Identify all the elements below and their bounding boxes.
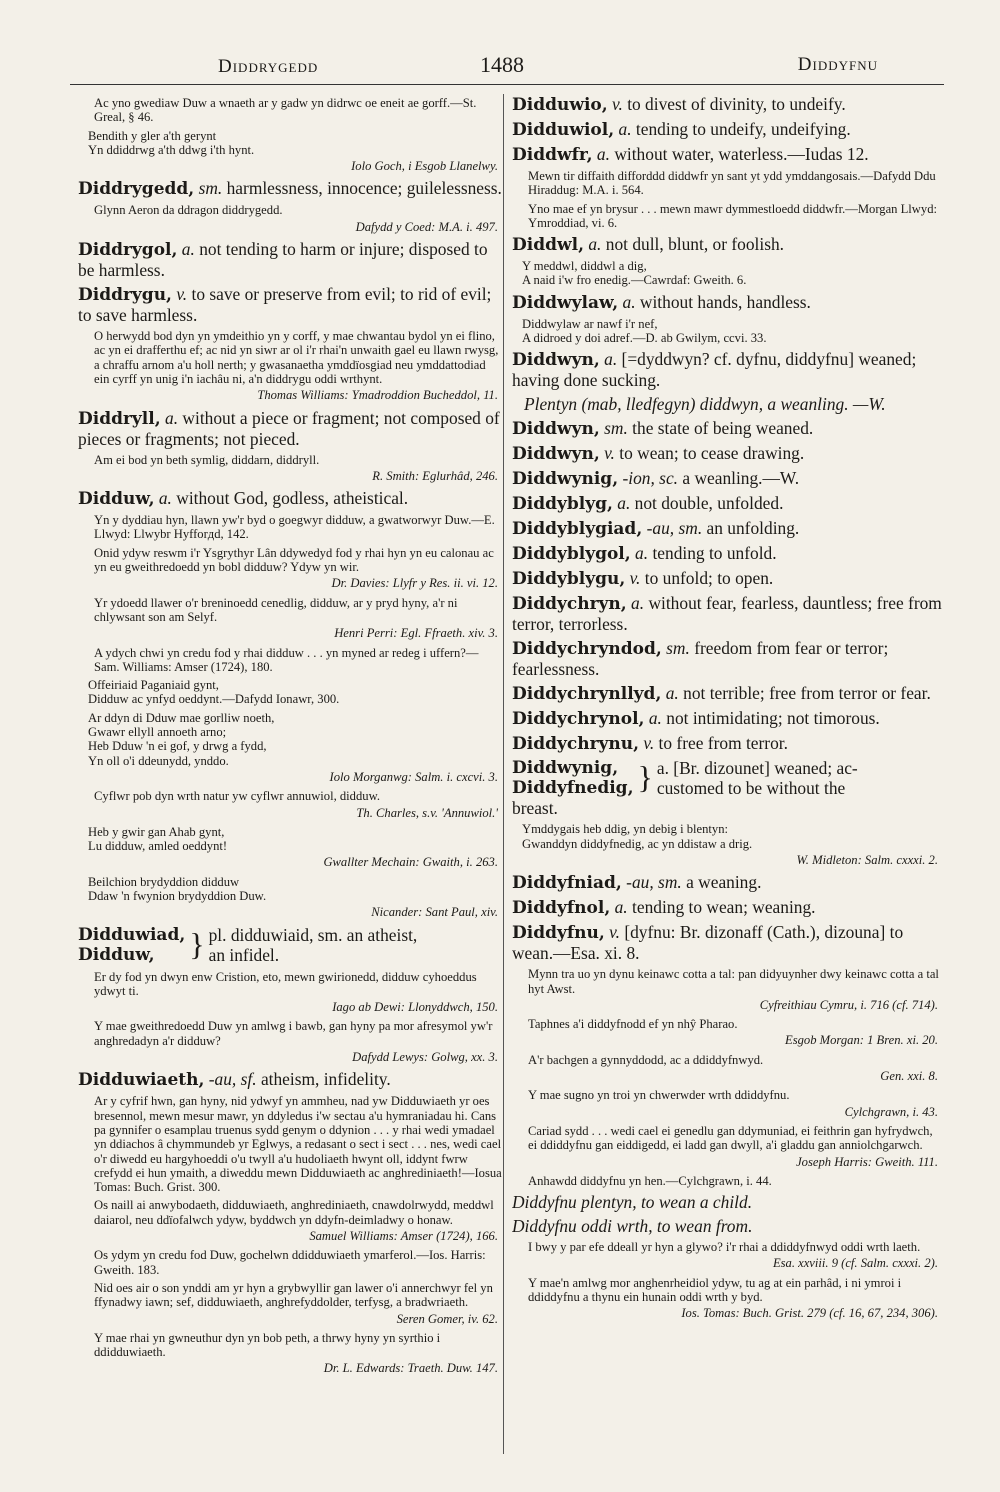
dictionary-entry [512, 418, 942, 439]
definition: not dull, blunt, or foolish. [605, 234, 785, 255]
quotation: Taphnes a'i diddyfnodd ef yn nhŷ Pharao. [528, 1017, 738, 1032]
quotation-line: Didduw ac ynfyd oeddynt.—Dafydd Ionawr, 300. [88, 692, 340, 707]
definition: without God, godless, atheistical. [176, 488, 409, 509]
headword: Didduwiad, [78, 924, 186, 945]
definition: without a piece or fragment; not composed of pieces or fragments; not pieced. [78, 407, 500, 449]
definition: tending to unfold. [652, 543, 777, 564]
part-of-speech: sm. [666, 638, 690, 659]
dictionary-entry [78, 178, 502, 199]
citation-source: Dafydd y Coed: M.A. i. 497. [355, 219, 498, 234]
quotation: Os naill ai anwybodaeth, didduwiaeth, anghrediniaeth, cnawdolrwydd, meddwl daiarol, neu ddïofalwch ydyw, byddwch yn ddyfn-deimladwy o honaw. [94, 1198, 494, 1227]
headword: Diddwylaw, [512, 292, 619, 313]
dictionary-entry [512, 543, 942, 564]
quotation: Mewn tir diffaith difforddd diddwfr yn sant yt ydd ymddangosais.—Dafydd Ddu Hiraddug: M.A. i. 564. [528, 169, 936, 198]
quotation-line: Gwanddyn diddyfnedig, ac yn ddistaw a drig. [522, 836, 753, 851]
quotation-line: Ddaw 'n fwynion brydyddion Duw. [88, 888, 267, 903]
quotation: Yn y dyddiau hyn, llawn yw'r byd o goegwyr didduw, a gwatworwyr Duw.—E. Llwyd: Llwybr Hyfforдd, 142. [94, 513, 495, 542]
part-of-speech: a. [631, 593, 645, 614]
headword: Diddrygedd, [78, 179, 195, 200]
quotation: Nid oes air o son ynddi am yr hyn a grybwyllir gan lawer o'i annerchwyr fel yn ffynadwy iawn; sef, didduwiaeth, anghrefyddolder, terfysg, a bradwriaeth. [94, 1280, 493, 1310]
dictionary-entry [512, 518, 942, 539]
headword: Diddyblyg, [512, 494, 613, 515]
headword: Diddrygol, [78, 240, 178, 261]
part-of-speech: a. [617, 493, 631, 514]
headword: Diddwynig, [512, 469, 619, 490]
headword: Diddyfnedig, [512, 778, 634, 799]
part-of-speech: a. [604, 349, 618, 370]
dictionary-entry [512, 922, 942, 963]
citation-source: Seren Gomer, iv. 62. [396, 1311, 498, 1326]
definition: [dyfnu: Br. dizonaff (Cath.), dizouna] to wean.—Esa. xi. 8. [512, 922, 904, 964]
headword: Diddwfr, [512, 145, 593, 165]
citation-source: W. Midleton: Salm. cxxxi. 2. [796, 852, 938, 867]
part-of-speech: sm. [604, 418, 628, 439]
part-of-speech: -au, sm. [626, 872, 682, 893]
columns [70, 94, 944, 1468]
dictionary-entry [512, 119, 942, 140]
part-of-speech: a. [614, 897, 628, 918]
headword: Diddyblygol, [512, 544, 631, 565]
citation-source: Henri Perri: Egl. Ffraeth. xiv. 3. [334, 626, 498, 641]
definition-line: a. [Br. dizounet] weaned; ac- [656, 758, 858, 779]
headword: Diddwyn, [512, 444, 600, 465]
quotation: Yno mae ef yn brysur . . . mewn mawr dymmestloedd diddwfr.—Morgan Llwyd: Ymroddiad, vi. 6. [528, 201, 937, 230]
headword: Diddyblygu, [512, 569, 626, 590]
header-right-guideword: Diddyfnu [797, 54, 878, 75]
part-of-speech: v. [176, 284, 188, 305]
headword-pair [512, 758, 634, 798]
dictionary-entry [78, 488, 502, 509]
definition: to free from terror. [658, 733, 788, 754]
quotation-line: Yn ddiddrwg a'th ddwg i'th hynt. [88, 142, 255, 157]
citation-source: Gen. xxi. 8. [880, 1069, 938, 1084]
headword: Diddyfnol, [512, 898, 611, 919]
dictionary-entry [512, 683, 942, 704]
part-of-speech: a. [618, 119, 632, 139]
quotation: Yr ydoedd llawer o'r breninoedd cenedlig, didduw, ar y pryd hyny, a'r ni chlywsant son am Selyf. [94, 595, 458, 624]
quotation: O herwydd bod dyn yn ymdeithio yn y corff, y mae chwantau bydol yn ei flino, ac yn ei drafferthu ef; ac nid yn siwr ar ol i'r rhai'n unwaith gael eu llawn rwysg, a chraffu arnom a'u holl nerth; y gwasanaetha ymddïosgiad neu ymddattodiad ein cyrff yn unig i'n iachâu ni, a'n diddrygu oddi wrthynt. [94, 329, 499, 386]
quotation: Mynn tra uo yn dynu keinawc cotta a tal: pan didyuynher dwy keinawc cotta a tal hyt Awst. [528, 967, 939, 996]
definition: a weaning. [686, 872, 762, 893]
quotation-line: Diddwylaw ar nawf i'r nef, [522, 316, 658, 331]
quotation-line: Beilchion brydyddion didduw [88, 874, 240, 889]
part-of-speech: a. [635, 543, 649, 564]
quotation: Os ydym yn credu fod Duw, gochelwn ddidduwiaeth ymarferol.—Ios. Harris: Gweith. 183. [94, 1248, 486, 1277]
citation-source: Esgob Morgan: 1 Bren. xi. 20. [785, 1033, 938, 1048]
definition: not intimidating; not timorous. [666, 708, 880, 729]
part-of-speech: sm. [198, 178, 223, 199]
headword: Diddwynig, [512, 758, 619, 779]
quotation: Anhawdd diddyfnu yn hen.—Cylchgrawn, i. 44. [528, 1173, 772, 1188]
quotation: Ar y cyfrif hwn, gan hyny, nid ydwyf yn ammheu, nad yw Didduwiaeth yr oes bresennol, mewn mesur mawr, yn ddyledus i'w sectau a'u hymraniadau hi. Cans pa gynnifer o esamplau truenus sydd genym o ddynion . . . y rhai wedi ymadael yn ddiachos â chymmundeb yr Eglwys, a redasant o sect i sect . . . nes, wedi cael o'r diwedd eu hargyhoeddi o'u twyll a'u hudoliaeth hwynt oll, iddynt fwrw crefydd ei hun ymaith, a diweddu mewn Didduwiaeth ac anghrediniaeth!—Iosua Tomas: Buch. Grist. 300. [94, 1094, 502, 1195]
definition [209, 925, 418, 965]
part-of-speech: a. [165, 407, 179, 428]
headword: Diddychryndod, [512, 639, 662, 660]
definition: to save or preserve from evil; to rid of evil; to save harmless. [78, 284, 492, 326]
phrase-entry: Diddyfnu oddi wrth, to wean from. [512, 1216, 753, 1237]
quotation: A'r bachgen a gynnyddodd, ac a ddiddyfnwyd. [528, 1052, 764, 1067]
citation-source: Cyfreithiau Cymru, i. 716 (cf. 714). [759, 997, 938, 1012]
quotation-line: Ymddygais heb ddig, yn debig i blentyn: [522, 822, 729, 837]
definition: freedom from fear or terror; fearlessness. [512, 638, 889, 680]
definition-line: pl. didduwiaid, sm. an atheist, [208, 924, 418, 945]
definition: tending to wean; weaning. [632, 897, 816, 918]
citation-source: Samuel Williams: Amser (1724), 166. [309, 1229, 498, 1244]
quotation: Cyflwr pob dyn wrth natur yw cyflwr annuwiol, didduw. [94, 789, 380, 804]
dictionary-entry [512, 443, 942, 464]
dictionary-entry [512, 568, 942, 589]
headword: Diddyfnu, [512, 923, 605, 944]
quotation-line: A naid i'w fro enedig.—Cawrdaf: Gweith. 6. [522, 273, 747, 288]
definition: a weanling.—W. [682, 468, 800, 489]
quotation: Glynn Aeron da ddragon diddrygedd. [94, 203, 283, 218]
quotation: Y mae sugno yn troi yn chwerwder wrth ddiddyfnu. [528, 1088, 790, 1103]
header-rule [70, 84, 944, 85]
part-of-speech: -ion, sc. [622, 468, 679, 489]
definition: not double, unfolded. [634, 493, 784, 514]
header-left-guideword: Diddrygedd [218, 56, 319, 77]
definition: tending to undeify, undeifying. [635, 119, 851, 139]
citation-source: Gwallter Mechain: Gwaith, i. 263. [323, 855, 498, 870]
quotation-line: Heb Dduw 'n ei gof, y drwg a fydd, [88, 739, 267, 754]
quotation-line: Y meddwl, diddwl a dig, [522, 259, 647, 274]
quotation-line: Offeiriaid Paganiaid gynt, [88, 678, 219, 693]
brace-glyph: } [637, 759, 653, 796]
part-of-speech: v. [629, 568, 641, 589]
quotation-line: Gwawr ellyll annoeth arno; [88, 725, 227, 740]
quotation: Onid ydyw reswm i'r Ysgrythyr Lân ddywedyd fod y rhai hyn yn eu calonau ac yn eu gweithredoedd yn bobl didduw? Ydyw yn wir. [94, 545, 494, 575]
citation-source: Nicander: Sant Paul, xiv. [371, 905, 498, 920]
headword: Diddychrynol, [512, 709, 645, 730]
citation-source: Thomas Williams: Ymadroddion Bucheddol, 11. [257, 388, 498, 403]
quotation-line: Lu didduw, amled oeddynt! [88, 839, 228, 854]
headword-pair [78, 925, 185, 965]
headword: Diddwyn, [512, 350, 600, 371]
headword: Diddychrynu, [512, 734, 640, 755]
dictionary-entry [512, 349, 942, 390]
definition: without hands, handless. [639, 291, 811, 312]
part-of-speech: a. [665, 683, 679, 704]
citation-source: Dafydd Lewys: Golwg, xx. 3. [352, 1050, 498, 1065]
part-of-speech: a. [648, 708, 662, 729]
citation-source: Cylchgrawn, i. 43. [844, 1104, 938, 1119]
column-divider [503, 94, 504, 1454]
part-of-speech: a. [158, 488, 172, 509]
dictionary-entry [512, 493, 942, 514]
quotation: Y mae'n amlwg mor anghenrheidiol ydyw, tu ag at ein parhâd, i ni ymroi i ddiddyfnu a thynu ein hunain oddi wrth y byd. [528, 1275, 902, 1305]
definition: without fear, fearless, dauntless; free from terror, terrorless. [512, 593, 942, 635]
quotation: Ac yno gwediaw Duw a wnaeth ar y gadw yn didrwc oe eneit ae gorff.—St. Greal, § 46. [94, 96, 477, 125]
part-of-speech: a. [622, 291, 636, 312]
dictionary-entry [512, 144, 942, 165]
brace-glyph: } [189, 925, 205, 962]
headword: Diddrygu, [78, 285, 172, 306]
quotation: Am ei bod yn beth symlig, diddarn, diddryll. [94, 452, 320, 467]
part-of-speech: a. [596, 144, 610, 164]
headword: Diddryll, [78, 408, 161, 429]
citation-source: Joseph Harris: Gweith. 111. [796, 1154, 938, 1169]
definition-line: breast. [512, 798, 558, 819]
headword: Didduwiol, [512, 120, 615, 140]
quotation: Cariad sydd . . . wedi cael ei genedlu gan ddymuniad, ei feithrin gan hyfrydwch, ei ddiddyfnu gan eiddigedd, ei ladd gan dwyll, a'i gladdu gan anniolchgarwch. [528, 1123, 933, 1153]
quotation: Y mae gweithredoedd Duw yn amlwg i bawb, gan hyny pa mor afresymol yw'r anghredadyn a'r didduw? [94, 1019, 493, 1048]
part-of-speech: v. [612, 94, 623, 114]
headword: Diddyfniad, [512, 873, 622, 894]
dictionary-entry [512, 708, 942, 729]
citation-source: Iolo Goch, i Esgob Llanelwy. [351, 159, 498, 174]
quotation: Er dy fod yn dwyn enw Cristion, eto, mewn gwirionedd, didduw cyhoeddus ydwyt ti. [94, 969, 477, 998]
quotation: A ydych chwi yn credu fod y rhai didduw . . . yn myned ar redeg i uffern?—Sam. Williams: Amser (1724), 180. [94, 645, 479, 674]
citation-source: Ios. Tomas: Buch. Grist. 279 (cf. 16, 67, 234, 306). [681, 1306, 938, 1321]
page-number: 1488 [480, 52, 524, 77]
headword: Didduwio, [512, 95, 608, 115]
dictionary-page [70, 48, 944, 1468]
dictionary-entry [512, 234, 942, 255]
headword: Didduw, [78, 489, 155, 510]
quotation-line: Yn oll o'i ddeunydd, ynddo. [88, 753, 229, 768]
dictionary-entry [512, 638, 942, 679]
dictionary-entry [78, 1069, 502, 1090]
headword: Didduwiaeth, [78, 1070, 205, 1091]
definition: to wean; to cease drawing. [619, 443, 805, 464]
quotation: Y mae rhai yn gwneuthur dyn yn bob peth, a thrwy hyny yn syrthio i ddidduwiaeth. [94, 1330, 441, 1360]
citation-source: Iolo Morganwg: Salm. i. cxcvi. 3. [329, 769, 498, 784]
citation-source: R. Smith: Eglurhâd, 246. [372, 468, 498, 483]
dictionary-entry [512, 94, 942, 115]
bracketed-entry [78, 925, 502, 965]
definition: not terrible; free from terror or fear. [683, 683, 931, 704]
quotation-line: Bendith y gler a'th gerynt [88, 128, 217, 143]
definition: to divest of divinity, to undeify. [627, 94, 846, 114]
definition: [=dyddwyn? cf. dyfnu, diddyfnu] weaned; having done sucking. [512, 349, 917, 391]
definition [657, 758, 858, 798]
headword: Diddychryn, [512, 594, 627, 615]
dictionary-entry [78, 408, 502, 449]
right-column [512, 94, 942, 1326]
definition: the state of being weaned. [632, 418, 814, 439]
definition: atheism, infidelity. [260, 1069, 391, 1090]
running-header [70, 48, 944, 82]
headword: Diddychrynllyd, [512, 684, 662, 705]
bracketed-entry [512, 758, 942, 798]
part-of-speech: -au, sf. [208, 1069, 257, 1090]
definition: to unfold; to open. [644, 568, 774, 589]
part-of-speech: v. [609, 922, 620, 943]
citation-source: Esa. xxviii. 9 (cf. Salm. cxxxi. 2). [772, 1256, 938, 1271]
definition: not tending to harm or injure; disposed to be harmless. [78, 239, 488, 281]
citation-source: Dr. L. Edwards: Traeth. Duw. 147. [323, 1361, 498, 1376]
part-of-speech: a. [181, 239, 195, 260]
definition-line: customed to be without the [656, 778, 846, 799]
dictionary-entry [512, 593, 942, 634]
definition: an unfolding. [706, 518, 800, 539]
definition-line: an infidel. [208, 944, 280, 965]
quotation: I bwy y par efe ddeall yr hyn a glywo? i'r rhai a ddiddyfnwyd oddi wrth laeth. [528, 1240, 921, 1255]
part-of-speech: a. [588, 234, 602, 255]
definition: harmlessness, innocence; guilelessness. [226, 178, 502, 199]
dictionary-entry [512, 733, 942, 754]
quotation-line: Ar ddyn di Dduw mae gorlliw noeth, [88, 710, 275, 725]
part-of-speech: -au, sm. [646, 518, 703, 539]
dictionary-entry [78, 239, 502, 280]
usage-example: Plentyn (mab, lledfegyn) diddwyn, a weanling. —W. [524, 394, 886, 415]
headword: Diddwl, [512, 235, 584, 256]
quotation-line: Heb y gwir gan Ahab gynt, [88, 824, 225, 839]
part-of-speech: v. [643, 733, 655, 754]
headword: Didduw, [78, 944, 155, 965]
dictionary-entry [512, 468, 942, 489]
headword: Diddyblygiad, [512, 519, 643, 540]
citation-source: Dr. Davies: Llyfr y Res. ii. vi. 12. [331, 576, 498, 591]
part-of-speech: v. [604, 443, 615, 464]
citation-source: Th. Charles, s.v. 'Annuwiol.' [356, 805, 498, 820]
left-column [78, 94, 502, 1381]
quotation-line: A didroed y doi adref.—D. ab Gwilym, ccvi. 33. [522, 331, 767, 346]
definition: without water, waterless.—Iudas 12. [614, 144, 869, 164]
dictionary-entry [78, 284, 502, 325]
dictionary-entry [512, 897, 942, 918]
dictionary-entry [512, 872, 942, 893]
headword: Diddwyn, [512, 419, 600, 440]
phrase-entry: Diddyfnu plentyn, to wean a child. [512, 1192, 753, 1213]
citation-source: Iago ab Dewi: Llonyddwch, 150. [332, 1000, 498, 1015]
dictionary-entry [512, 292, 942, 313]
